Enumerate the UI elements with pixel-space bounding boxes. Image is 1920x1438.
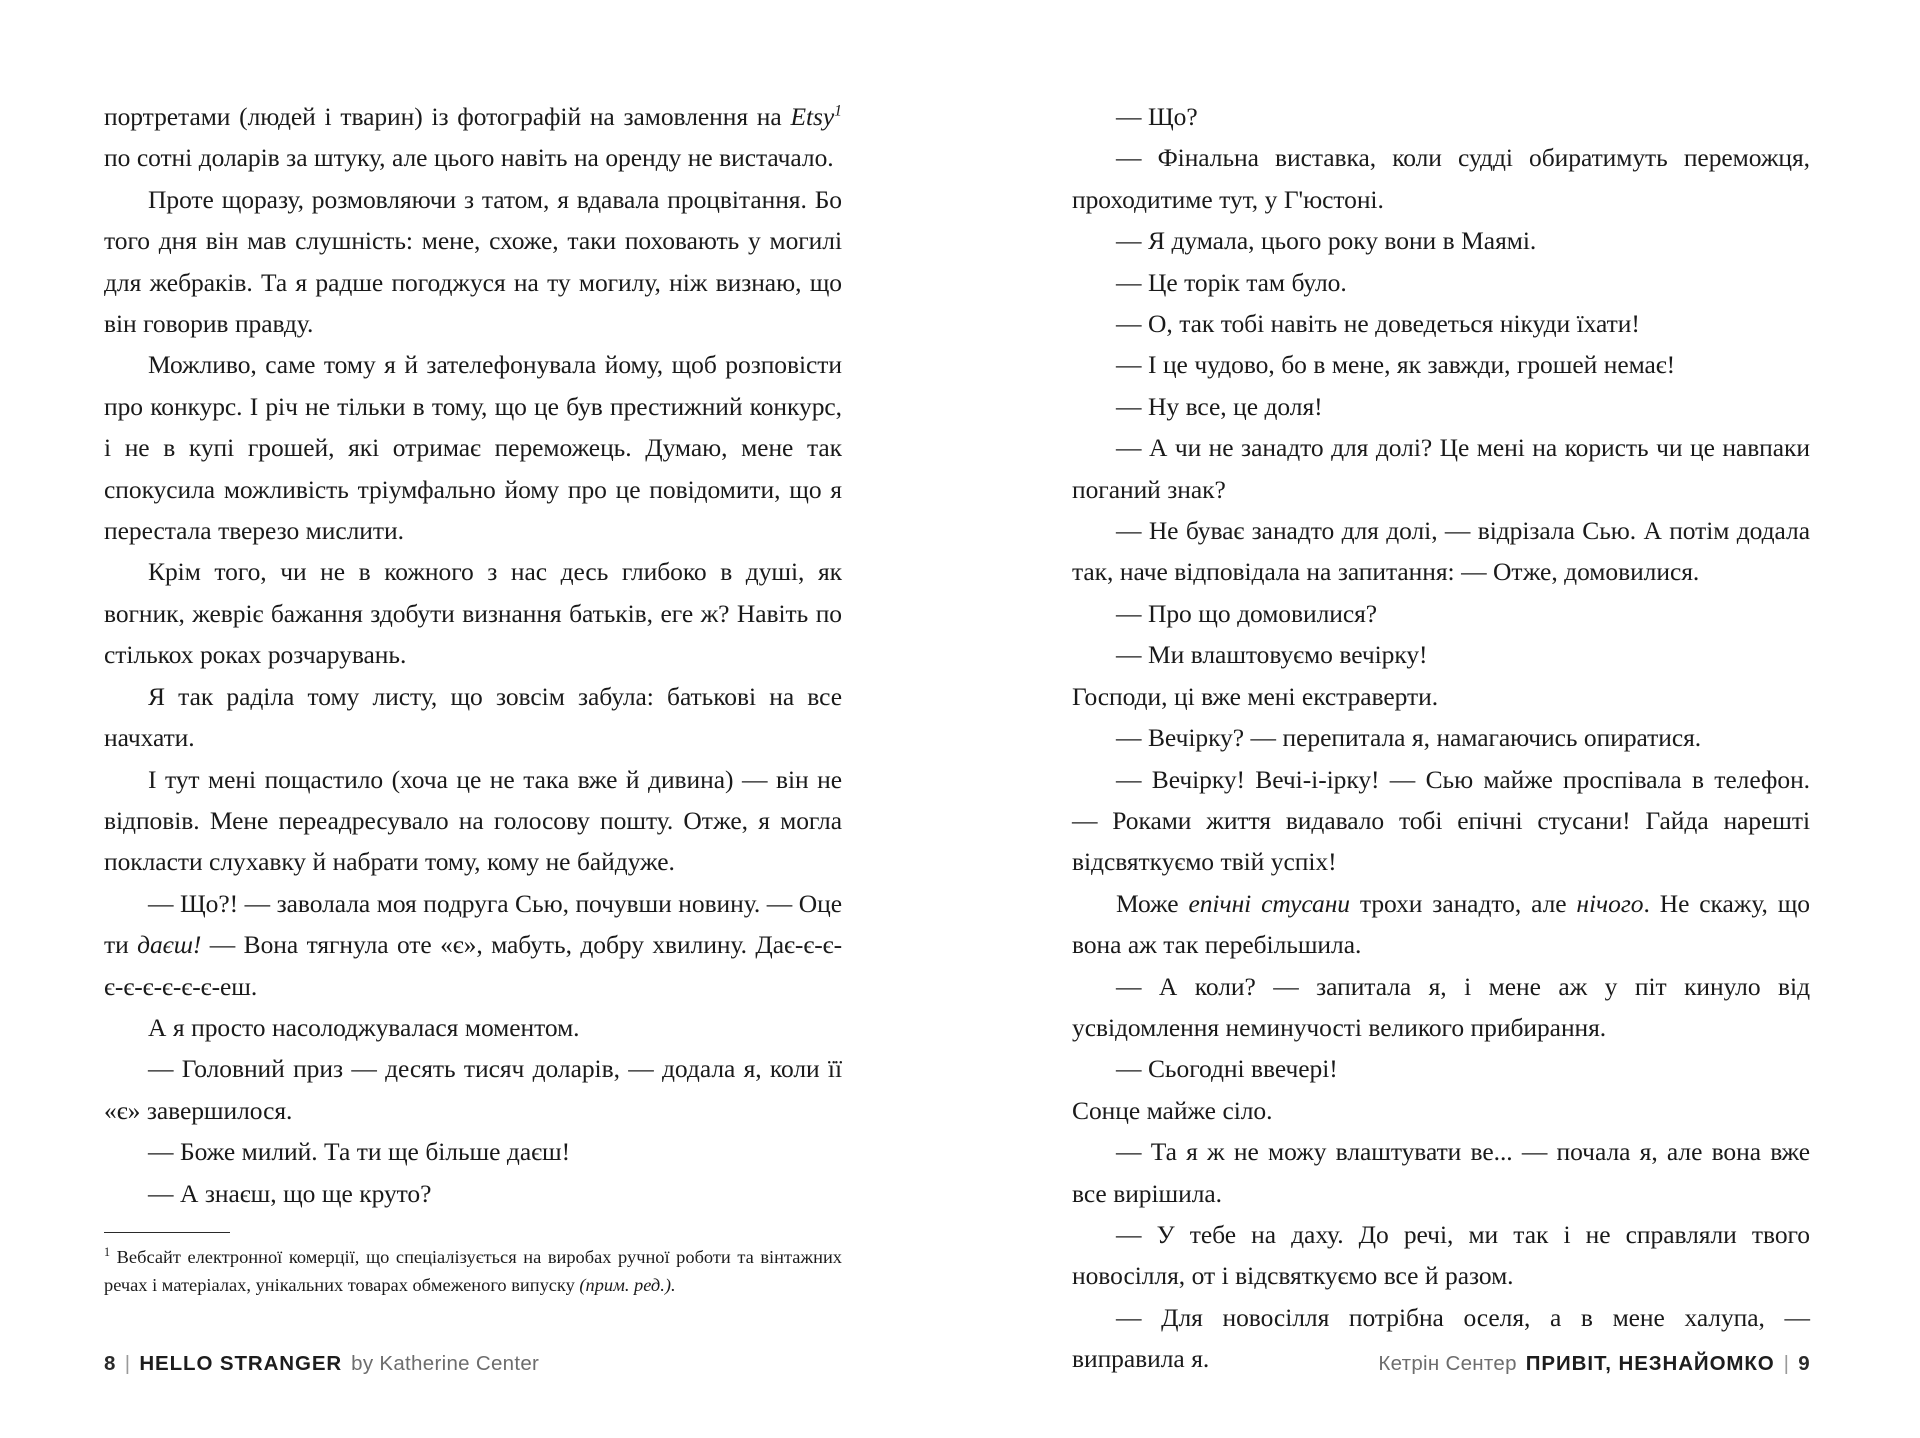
text-run: — Що?! — заволала моя подруга Сью, почувши новину. — Оце ти	[104, 888, 842, 960]
footer-left	[104, 1352, 539, 1376]
body-paragraph	[104, 1131, 842, 1172]
left-column-body	[104, 96, 842, 1214]
page-number-left: 8	[104, 1352, 116, 1375]
emphasis-text: даєш!	[137, 930, 202, 960]
body-paragraph	[1072, 303, 1810, 344]
footer-book-title-en: HELLO STRANGER	[139, 1352, 343, 1375]
right-column-body	[1072, 96, 1810, 1380]
footnote-block	[104, 1232, 842, 1300]
text-run: — Вона тягнула оте «є», мабуть, добру хвилину. Дає-є-є-є-є-є-є-є-є-еш.	[104, 930, 843, 1001]
body-paragraph	[104, 759, 842, 883]
text-run: — Вечірку! Вечі-і-ірку! — Сью майже проспівала в телефон. — Роками життя видавало тобі епічні стусани! Гайда нарешті відсвяткуємо твій успіх!	[1072, 764, 1810, 877]
body-paragraph	[1072, 1131, 1810, 1214]
text-run: А я просто насолоджувалася моментом.	[148, 1012, 580, 1042]
body-paragraph	[1072, 386, 1810, 427]
footer-author-uk: Кетрін Сентер	[1378, 1352, 1517, 1375]
body-paragraph	[1072, 427, 1810, 510]
text-run: — Для новосілля потрібна оселя, а в мене халупа, — виправила я.	[1072, 1302, 1810, 1374]
body-paragraph	[104, 344, 842, 551]
body-paragraph	[1072, 137, 1810, 220]
text-run: — Це торік там було.	[1116, 267, 1347, 297]
body-paragraph	[1072, 883, 1810, 966]
text-run: Сонце майже сіло.	[1072, 1095, 1273, 1125]
text-run: — Фінальна виставка, коли судді обиратимуть переможця, проходитиме тут, у Г'юстоні.	[1072, 143, 1810, 214]
text-run: портретами (людей і тварин) із фотографій на замовлення на	[104, 102, 791, 131]
body-paragraph	[104, 1048, 842, 1131]
footer-right	[1378, 1352, 1810, 1376]
text-run: по сотні доларів за штуку, але цього навіть на оренду не вистачало.	[104, 143, 834, 173]
body-paragraph	[1072, 676, 1810, 717]
text-run: — Та я ж не можу влаштувати ве... — почала я, але вона вже все вирішила.	[1072, 1137, 1810, 1208]
text-run: І тут мені пощастило (хоча це не така вже й дивина) — він не відповів. Мене переадресувало на голосову пошту. Отже, я могла покласти слухавку й набрати тому, кому не байдуже.	[104, 764, 842, 877]
text-run: — А чи не занадто для долі? Це мені на користь чи це навпаки поганий знак?	[1072, 433, 1810, 504]
footer-book-title-uk: ПРИВІТ, НЕЗНАЙОМКО	[1525, 1352, 1775, 1375]
page-right	[960, 0, 1920, 1438]
body-paragraph	[1072, 344, 1810, 385]
body-paragraph	[1072, 593, 1810, 634]
text-run: — Ми влаштовуємо вечірку!	[1116, 640, 1428, 670]
text-run: — А коли? — запитала я, і мене аж у піт кинуло від усвідомлення неминучості великого прибирання.	[1072, 971, 1810, 1042]
body-paragraph	[104, 96, 842, 179]
body-paragraph	[104, 179, 842, 345]
emphasis-text: Etsy	[790, 102, 835, 131]
footnote-divider	[104, 1232, 230, 1233]
text-run: — Головний приз — десять тисяч доларів, — додала я, коли її «є» завершилося.	[104, 1054, 842, 1125]
text-run: — Ну все, це доля!	[1116, 391, 1323, 421]
body-paragraph	[104, 883, 842, 1007]
text-run: — Боже милий. Та ти ще більше даєш!	[148, 1137, 571, 1167]
body-paragraph	[1072, 262, 1810, 303]
text-run: Крім того, чи не в кожного з нас десь глибоко в душі, як вогник, жевріє бажання здобути визнання батьків, еге ж? Навіть по стількох роках розчарувань.	[104, 557, 842, 670]
text-run: — Сьогодні ввечері!	[1116, 1054, 1338, 1084]
text-run: . Не скажу, що вона аж так перебільшила.	[1072, 888, 1810, 960]
text-run: — А знаєш, що ще круто?	[148, 1178, 432, 1208]
body-paragraph	[1072, 510, 1810, 593]
body-paragraph	[1072, 1048, 1810, 1089]
body-paragraph	[1072, 717, 1810, 758]
footer-separator-left: |	[124, 1352, 131, 1375]
body-paragraph	[1072, 96, 1810, 137]
footnote-text	[104, 1243, 842, 1300]
text-run: трохи занадто, але	[1350, 888, 1577, 918]
text-run: Вебсайт електронної комерції, що спеціалізується на виробах ручної роботи та вінтажних речах і матеріалах, унікальних товарах обмеженого випуску	[104, 1247, 842, 1296]
page-number-right: 9	[1798, 1352, 1810, 1375]
text-run: — Що?	[1116, 102, 1198, 131]
text-run: Може	[1116, 888, 1189, 918]
body-paragraph	[104, 676, 842, 759]
emphasis-text: нічого	[1576, 888, 1644, 918]
body-paragraph	[1072, 220, 1810, 261]
text-run: — Вечірку? — перепитала я, намагаючись опиратися.	[1116, 723, 1702, 753]
emphasis-text: (прим. ред.).	[579, 1275, 676, 1296]
text-run: Можливо, саме тому я й зателефонувала йому, щоб розповісти про конкурс. І річ не тільки в тому, що це був престижний конкурс, і не в купі грошей, які отримає переможець. Думаю, мене так спокусила можливість тріумфально йому про це повідомити, що я перестала тверезо мислити.	[104, 350, 842, 546]
body-paragraph	[1072, 1090, 1810, 1131]
text-run: Проте щоразу, розмовляючи з татом, я вдавала процвітання. Бо того дня він мав слушність: мене, схоже, таки поховають у могилі для жебраків. Та я радше погоджуся на ту могилу, ніж визнаю, що він говорив правду.	[104, 184, 842, 339]
text-run: — Я думала, цього року вони в Маямі.	[1116, 226, 1537, 256]
body-paragraph	[1072, 759, 1810, 883]
text-run: Я так раділа тому листу, що зовсім забула: батькові на все начхати.	[104, 681, 842, 753]
body-paragraph	[1072, 966, 1810, 1049]
body-paragraph	[1072, 1214, 1810, 1297]
footer-separator-right: |	[1783, 1352, 1790, 1375]
body-paragraph	[104, 551, 842, 675]
footnote-reference[interactable]: 1	[834, 102, 842, 120]
text-run: — У тебе на даху. До речі, ми так і не справляли твого новосілля, от і відсвяткуємо все й разом.	[1072, 1219, 1810, 1291]
text-run: Господи, ці вже мені екстраверти.	[1072, 681, 1439, 711]
text-run: — О, так тобі навіть не доведеться нікуди їхати!	[1116, 309, 1640, 339]
body-paragraph	[1072, 634, 1810, 675]
text-run: — Не буває занадто для долі, — відрізала Сью. А потім додала так, наче відповідала на запитання: — Отже, домовилися.	[1072, 516, 1810, 587]
text-run: — І це чудово, бо в мене, як завжди, грошей немає!	[1116, 350, 1676, 380]
text-run: — Про що домовилися?	[1116, 598, 1378, 628]
footnote-marker: 1	[104, 1244, 111, 1259]
emphasis-text: епічні стусани	[1188, 888, 1351, 918]
footer-byline-en: by Katherine Center	[351, 1352, 540, 1375]
body-paragraph	[104, 1007, 842, 1048]
body-paragraph	[104, 1173, 842, 1214]
